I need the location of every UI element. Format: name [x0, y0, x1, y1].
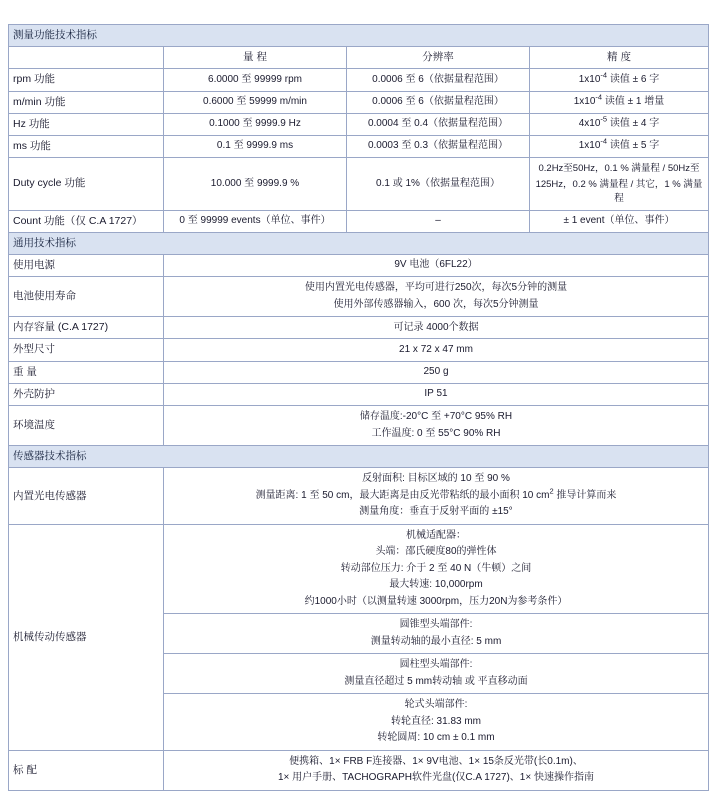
- row-resolution: 0.0006 至 6（依据量程范围）: [347, 69, 530, 91]
- mech-line-2: 头端：邵氏硬度80的弹性体: [375, 546, 497, 558]
- section-header-measure: [9, 25, 709, 47]
- optical-line-3: 测量角度：垂直于反射平面的 ±15°: [359, 506, 513, 518]
- table-row-optical-sensor: [9, 468, 709, 525]
- standard-line-1: 便携箱、1× FRB F连接器、1× 9V电池、1× 15条反光带(长0.1m)、: [289, 755, 583, 767]
- section-header-general: [9, 232, 709, 254]
- column-header-row: [9, 47, 709, 69]
- row-label: Count 功能（仅 C.A 1727）: [9, 210, 164, 232]
- table-row-duty-cycle: [9, 158, 709, 210]
- row-label: 标 配: [9, 750, 164, 790]
- row-value: 9V 电池（6FL22）: [164, 255, 709, 277]
- row-value: 可记录 4000个数据: [164, 317, 709, 339]
- row-accuracy: $4x10^{-5}$ 读值 ± 4 字: [530, 113, 709, 135]
- section-title-general: 通用技术指标: [9, 232, 709, 254]
- table-row: [9, 339, 709, 361]
- table-row: [9, 406, 709, 446]
- mech-line-3: 转动部位压力: 介于 2 至 40 N（牛顿）之间: [340, 562, 532, 574]
- value-line-2: 使用外部传感器输入，600 次，每次5分钟测量: [333, 298, 539, 310]
- row-resolution: 0.0003 至 0.3（依据量程范围）: [347, 136, 530, 158]
- mechanical-group-1: [164, 524, 709, 614]
- row-range: 0.1000 至 9999.9 Hz: [164, 113, 347, 135]
- mechanical-group-3: [164, 654, 709, 694]
- row-range: 6.0000 至 99999 rpm: [164, 69, 347, 91]
- spec-sheet: [8, 0, 708, 791]
- row-accuracy: $1x10^{-4}$ 读值 ± 5 字: [530, 136, 709, 158]
- section-header-sensor: [9, 446, 709, 468]
- row-accuracy: $1x10^{-4}$ 读值 ± 6 字: [530, 69, 709, 91]
- row-resolution: 0.0004 至 0.4（依据量程范围）: [347, 113, 530, 135]
- row-label: 外壳防护: [9, 383, 164, 405]
- row-label: 电池使用寿命: [9, 277, 164, 317]
- table-row: [9, 383, 709, 405]
- row-label: 机械传动传感器: [9, 524, 164, 750]
- table-row: [9, 113, 709, 135]
- row-range: 0 至 99999 events（单位、事件）: [164, 210, 347, 232]
- mech-line-3: 转轮圆周: 10 cm ± 0.1 mm: [377, 732, 495, 744]
- row-label: 外型尺寸: [9, 339, 164, 361]
- row-label: ms 功能: [9, 136, 164, 158]
- standard-line-2: 1× 用户手册、TACHOGRAPH软件光盘(仅C.A 1727)、1× 快速操作指南: [278, 772, 594, 784]
- row-label: 环境温度: [9, 406, 164, 446]
- row-label: 内置光电传感器: [9, 468, 164, 525]
- row-label: m/min 功能: [9, 91, 164, 113]
- mech-line-2: 测量直径超过 5 mm转动轴 或 平直移动面: [344, 675, 528, 687]
- row-resolution: –: [347, 210, 530, 232]
- mechanical-group-2: [164, 614, 709, 654]
- row-value: 21 x 72 x 47 mm: [164, 339, 709, 361]
- row-accuracy: $1x10^{-4}$ 读值 ± 1 增量: [530, 91, 709, 113]
- table-row: [9, 277, 709, 317]
- mech-line-1: 圆柱型头端部件:: [399, 659, 473, 671]
- row-value: [164, 750, 709, 790]
- row-range: 10.000 至 9999.9 %: [164, 158, 347, 210]
- mech-line-2: 转轮直径: 31.83 mm: [390, 715, 482, 727]
- accuracy-line-1: 0.2Hz至50Hz，0.1 % 满量程 / 50Hz至: [538, 163, 700, 175]
- row-label: 内存容量 (C.A 1727): [9, 317, 164, 339]
- row-resolution: 0.0006 至 6（依据量程范围）: [347, 91, 530, 113]
- optical-line-2: 测量距离: 1 至 50 cm，最大距离是由反光带粘纸的最小面积 10 $cm^2$ 推导计算而来: [255, 486, 617, 501]
- row-value: [164, 277, 709, 317]
- optical-line-1: 反射面积: 目标区域的 10 至 90 %: [362, 473, 510, 485]
- row-label: 重 量: [9, 361, 164, 383]
- row-resolution: 0.1 或 1%（依据量程范围）: [347, 158, 530, 210]
- row-value: 250 g: [164, 361, 709, 383]
- row-label: 使用电源: [9, 255, 164, 277]
- table-row: [9, 91, 709, 113]
- column-header-range: 量 程: [164, 47, 347, 69]
- table-row-count: [9, 210, 709, 232]
- row-value: [164, 406, 709, 446]
- table-row: [9, 136, 709, 158]
- row-range: 0.1 至 9999.9 ms: [164, 136, 347, 158]
- section-title-sensor: 传感器技术指标: [9, 446, 709, 468]
- row-range: 0.6000 至 59999 m/min: [164, 91, 347, 113]
- mechanical-group-4: [164, 694, 709, 751]
- row-label: Duty cycle 功能: [9, 158, 164, 210]
- column-header-resolution: 分辨率: [347, 47, 530, 69]
- row-value: [164, 468, 709, 525]
- mech-line-5: 约1000小时（以测量转速 3000rpm，压力20N为参考条件）: [304, 595, 568, 607]
- row-label: Hz 功能: [9, 113, 164, 135]
- value-line-2: 工作温度: 0 至 55°C 90% RH: [371, 427, 501, 439]
- column-header-accuracy: 精 度: [530, 47, 709, 69]
- column-header-blank: [9, 47, 164, 69]
- row-accuracy: ± 1 event（单位、事件）: [530, 210, 709, 232]
- mech-line-1: 机械适配器：: [406, 529, 466, 541]
- accuracy-line-2: 125Hz，0.2 % 满量程 / 其它，1 % 满量程: [535, 179, 703, 204]
- value-line-1: 使用内置光电传感器，平均可进行250次，每次5分钟的测量: [304, 282, 568, 294]
- table-row: [9, 69, 709, 91]
- section-title-measure: 测量功能技术指标: [9, 25, 709, 47]
- mech-line-1: 轮式头端部件:: [404, 699, 468, 711]
- table-row-mechanical-sensor: [9, 524, 709, 614]
- table-row: [9, 361, 709, 383]
- measurement-spec-table: [8, 24, 709, 791]
- value-line-1: 储存温度:-20°C 至 +70°C 95% RH: [359, 411, 513, 423]
- table-row-standard-accessories: [9, 750, 709, 790]
- row-value: IP 51: [164, 383, 709, 405]
- row-label: rpm 功能: [9, 69, 164, 91]
- table-row: [9, 317, 709, 339]
- row-accuracy: [530, 158, 709, 210]
- mech-line-1: 圆锥型头端部件:: [399, 619, 473, 631]
- mech-line-4: 最大转速: 10,000rpm: [389, 579, 483, 591]
- table-row: [9, 255, 709, 277]
- mech-line-2: 测量转动轴的最小直径: 5 mm: [370, 635, 502, 647]
